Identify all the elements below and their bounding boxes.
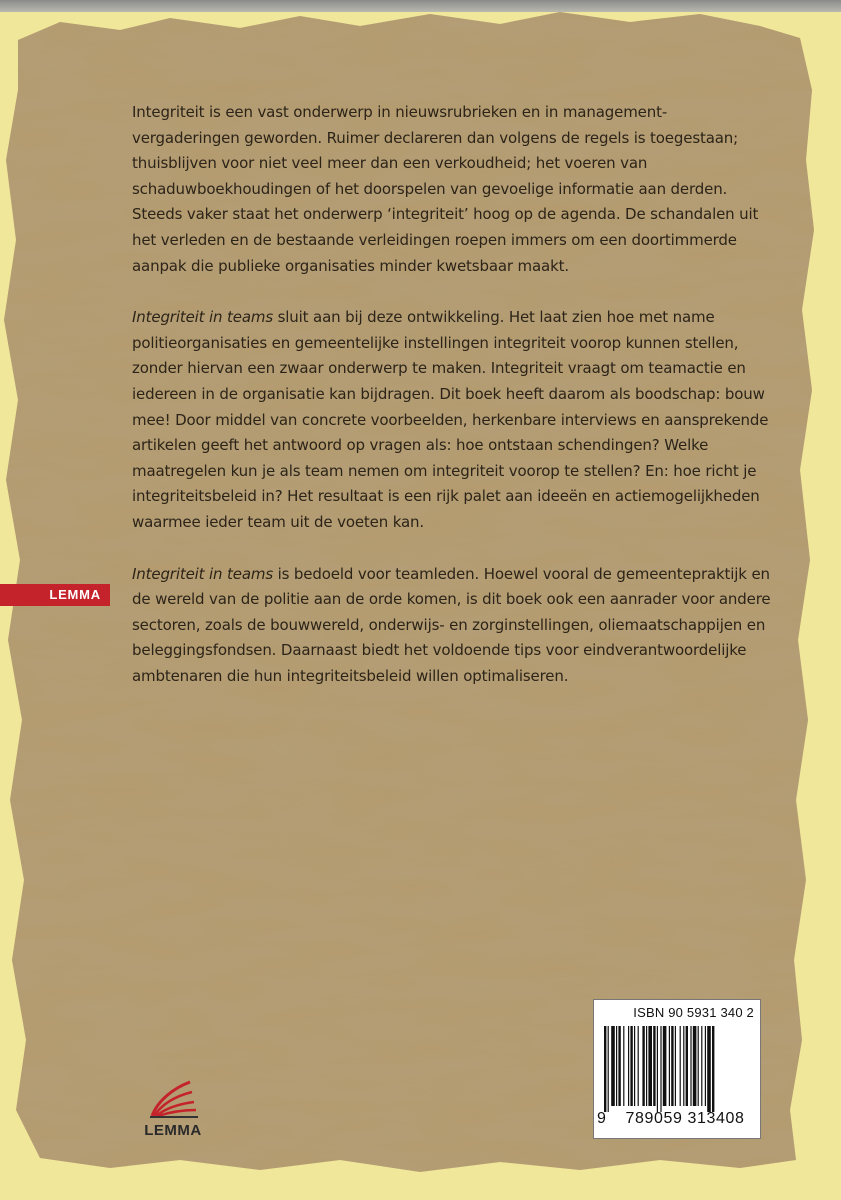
barcode-bar [648,1026,652,1106]
blurb-line-rest: is bedoeld voor teamleden. Hoewel vooral de gemeentepraktijk en [273,564,770,583]
blurb-line: sectoren, zoals de bouwwereld, onderwijs- en zorginstellingen, oliemaatschappijen en [132,615,766,634]
barcode-bar [623,1026,624,1106]
barcode-bar [657,1026,658,1112]
blurb-line: Steeds vaker staat het onderwerp ‘integriteit’ hoog op de agenda. De schandalen uit [132,205,759,224]
blurb-line: schaduwboekhoudingen of het doorspelen van gevoelige informatie aan derden. [132,179,728,198]
barcode-bar [690,1026,691,1106]
barcode-bar [705,1026,706,1106]
blurb-line-rest: sluit aan bij deze ontwikkeling. Het laat zien hoe met name [273,308,715,327]
blurb-line: integriteitsbeleid in? Het resultaat is een rijk palet aan ideeën en actiemogelijkheden [132,487,760,506]
blurb-line: het verleden en de bestaande verleidingen roepen immers om een doortimmerde [132,230,737,249]
blurb-line: aanpak die publieke organisaties minder kwetsbaar maakt. [132,256,569,275]
book-title-italic: Integriteit in teams [132,564,273,583]
publisher-logo-text: LEMMA [144,1122,202,1139]
barcode-bar [638,1026,639,1106]
blurb-line: artikelen geeft het antwoord op vragen als: hoe ontstaan schendingen? Welke [132,436,709,455]
book-title-italic: Integriteit in teams [132,308,273,327]
barcode-bar [611,1026,615,1106]
blurb-line: ambtenaren die hun integriteitsbeleid willen optimaliseren. [132,666,569,685]
barcode-bar [616,1026,617,1106]
barcode-bar [634,1026,635,1106]
blurb-line: Integriteit is een vast onderwerp in nieuwsrubrieken en in management- [132,103,668,121]
barcode-bar [646,1026,647,1106]
blurb-paragraph-2 [132,305,769,535]
blurb-line [132,562,770,588]
blurb-line: maatregelen kun je als team nemen om integriteit voorop te stellen? En: hoe richt je [132,461,757,480]
barcode-bar [693,1026,697,1106]
blurb-paragraph-1 [132,100,759,279]
barcode-bar [653,1026,655,1106]
isbn-label: ISBN 90 5931 340 2 [633,1005,754,1020]
barcode-bar [628,1026,629,1106]
blurb-text [132,100,771,715]
barcode-bar [698,1026,699,1106]
barcode-bars [602,1026,754,1112]
blurb-line: thuisblijven voor niet veel meer dan een verkoudheid; het voeren van [132,154,648,173]
barcode-bar [683,1026,684,1106]
blurb-line: de wereld van de politie aan de orde komen, is dit boek ook een aanrader voor andere [132,590,771,609]
barcode-bar [671,1026,673,1106]
barcode-bar [642,1026,644,1106]
ean-first-digit: 9 [597,1110,606,1127]
barcode-bar [604,1026,606,1112]
barcode-bar [701,1026,702,1106]
barcode-bar [608,1026,609,1112]
publisher-logo [140,1078,210,1144]
ean-digits: 789059 313408 [625,1110,745,1127]
barcode-bar [660,1026,661,1112]
barcode-bar [675,1026,676,1106]
barcode-bar [618,1026,620,1106]
book-pages-icon [144,1078,202,1120]
barcode-bar [663,1026,667,1106]
isbn-barcode [593,999,761,1139]
blurb-line: politieorganisaties en gemeentelijke instellingen integriteit voorop kunnen stellen, [132,333,739,352]
blurb-line: zonder hiervan een zwaar onderwerp te maken. Integriteit vraagt om teamactie en [132,359,746,378]
barcode-bar [686,1026,688,1106]
blurb-line: mee! Door middel van concrete voorbeelden, herkenbare interviews en aansprekende [132,410,769,429]
blurb-line: beleggingsfondsen. Daarnaast biedt het voldoende tips voor eindverantwoordelijke [132,641,747,660]
barcode-bar [712,1026,714,1112]
blurb-line [132,305,732,331]
barcode-bar [680,1026,681,1106]
barcode-bar [707,1026,711,1112]
blurb-line: vergaderingen geworden. Ruimer declareren dan volgens de regels is toegestaan; [132,128,739,147]
barcode-bar [630,1026,632,1106]
spine-publisher-tab: LEMMA [0,584,110,606]
blurb-line: iedereen in de organisatie kan bijdragen. Dit boek heeft daarom als boodschap: bouw [132,384,765,403]
blurb-line: waarmee ieder team uit de voeten kan. [132,512,425,531]
barcode-bar [669,1026,670,1106]
blurb-paragraph-3 [132,562,771,690]
